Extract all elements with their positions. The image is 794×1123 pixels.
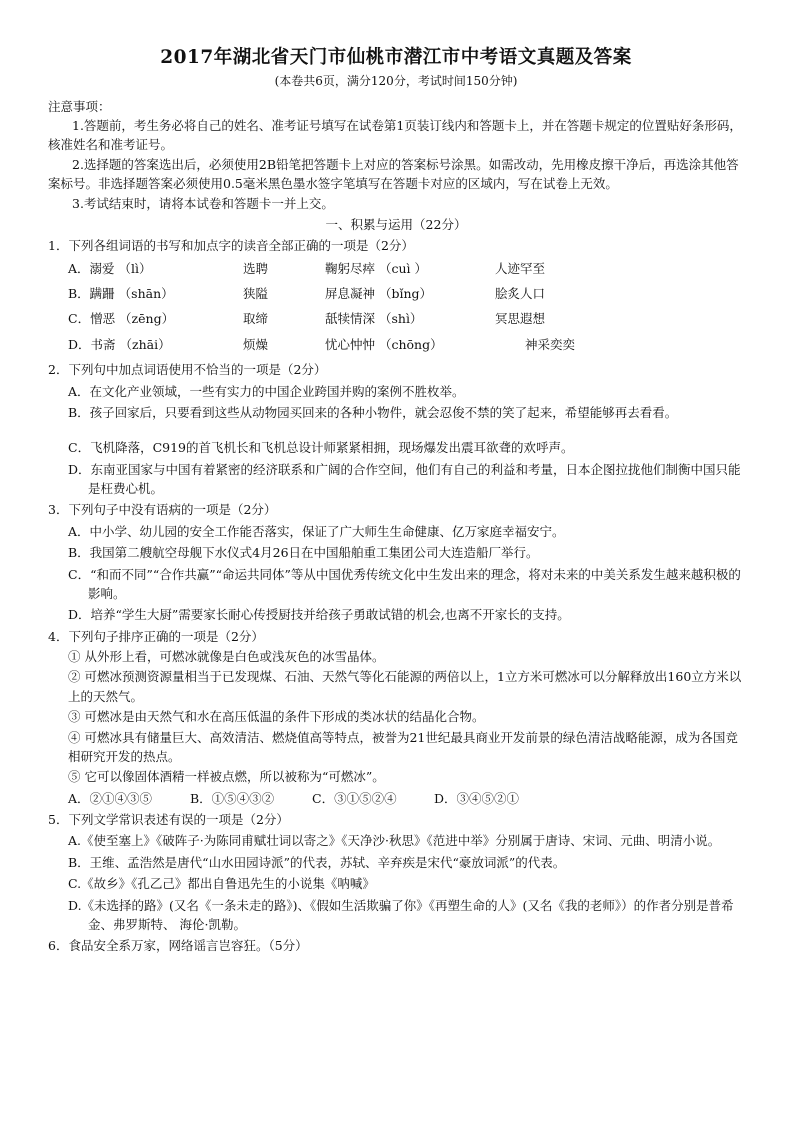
question-stem: 4．下列句子排序正确的一项是（2分） [48,628,264,644]
sentence-item: ⑤ 它可以像固体酒精一样被点燃，所以被称为“可燃冰”。 [68,769,385,785]
section-heading: 一、积累与运用（22分） [325,216,467,232]
option-b: B．我国第二艘航空母舰下水仪式4月26日在中国船舶重工集团公司大连造船厂举行。 [68,545,539,561]
option-cell: 脍炙人口 [495,286,546,302]
option-a: A．中小学、幼儿园的安全工作能否落实，保证了广大师生生命健康、亿万家庭幸福安宁。 [68,523,565,539]
option-row [68,335,744,354]
question-3 [48,500,744,624]
option-cell: 取缔 [243,311,269,327]
sentence-item: ④ 可燃冰具有储量巨大、高效清洁、燃烧值高等特点，被誉为21世纪最具商业开发前景的绿色清洁战略能源，成为各国竞相研究开发的热点。 [68,729,738,764]
option-cell: 狭隘 [243,286,269,302]
option-a: A．在文化产业领域，一些有实力的中国企业跨国并购的案例不胜枚举。 [68,383,465,399]
option-cell: 屏息凝神 （bǐng） [325,286,433,302]
notice-item: 2.选择题的答案选出后，必须使用2B铅笔把答题卡上对应的答案标号涂黑。如需改动，先用橡皮擦干净后，再选涂其他答案标号。非选择题答案必须使用0.5毫米黑色墨水签字笔填写在答题卡对应的区域内，写在试卷上无效。 [48,156,739,192]
option-d: D．东南亚国家与中国有着紧密的经济联系和广阔的合作空间，他们有自己的利益和考量，日本企图拉拢他们制衡中国只能是枉费心机。 [68,461,741,497]
question-4 [48,627,744,808]
option-cell: 鞠躬尽瘁 （cuì ） [325,260,427,276]
page-title: 2017年湖北省天门市仙桃市潜江市中考语文真题及答案 [160,47,632,68]
option-cell: 舐犊情深 （shì） [325,311,423,327]
choice-c: C．③①⑤②④ [312,790,397,806]
option-c: C．飞机降落，C919的首飞机长和飞机总设计师紧紧相拥，现场爆发出震耳欲聋的欢呼声。 [68,440,574,456]
option-c: C.《故乡》《孔乙己》都出自鲁迅先生的小说集《呐喊》 [68,876,375,892]
option-cell: C．憎恶 （zēng） [68,311,175,327]
option-cell: 烦燥 [243,336,269,352]
option-cell: A．溺爱 （lì） [68,260,152,276]
question-stem: 6．食品安全系万家，网络谣言岂容狂。（5分） [48,938,308,954]
question-stem: 3．下列句子中没有语病的一项是（2分） [48,502,277,518]
option-b: B．孩子回家后，只要看到这些从动物园买回来的各种小物件，就会忍俊不禁的笑了起来，希望能够再去看看。 [68,404,678,420]
option-cell: 人迹罕至 [495,260,546,276]
question-stem: 1．下列各组词语的书写和加点字的读音全部正确的一项是（2分） [48,238,414,254]
option-cell: D．书斋 （zhāi） [68,336,171,352]
option-cell: 选聘 [243,260,269,276]
option-d: D.《未选择的路》(又名《一条未走的路》)、《假如生活欺骗了你》《再塑生命的人》(又名《我的老师》）的作者分别是普希金、弗罗斯特、 海伦·凯勒。 [68,897,734,932]
order-choices [68,789,744,808]
choice-d: D．③④⑤②① [434,790,520,806]
notice-block [48,97,744,213]
notice-heading: 注意事项： [48,98,111,114]
option-row [68,309,744,328]
option-c: C．“和而不同”“合作共赢”“命运共同体”等从中国优秀传统文化中生发出来的理念，将对未来的中美关系发生越来越积极的影响。 [68,566,741,601]
notice-item: 1.答题前，考生务必将自己的姓名、准考证号填写在试卷第1页装订线内和答题卡上，并在答题卡规定的位置贴好条形码，核准姓名和准考证号。 [48,118,742,153]
question-2 [48,360,744,498]
option-row [68,284,744,303]
question-1 [48,236,744,354]
option-cell: 忧心忡忡 （chōng） [325,336,443,352]
option-row [68,259,744,278]
option-cell: 冥思遐想 [495,311,546,327]
option-b: B．王维、孟浩然是唐代“山水田园诗派”的代表，苏轼、辛弃疾是宋代“豪放词派”的代表。 [68,854,566,870]
sentence-item: ③ 可燃冰是由天然气和水在高压低温的条件下形成的类冰状的结晶化合物。 [68,709,485,725]
question-5 [48,810,744,934]
option-a: A.《使至塞上》《破阵子·为陈同甫赋壮词以寄之》《天净沙·秋思》《范进中举》分别属于唐诗、宋词、元曲、明清小说。 [68,833,721,849]
question-6 [48,936,744,955]
sentence-item: ② 可燃冰预测资源量相当于已发现煤、石油、天然气等化石能源的两倍以上，1立方米可燃冰可以分解释放出160立方米以上的天然气。 [68,669,742,704]
page-subtitle: (本卷共6页，满分120分，考试时间150分钟) [274,74,518,89]
option-d: D．培养“学生大厨”需要家长耐心传授厨技并给孩子勇敢试错的机会,也离不开家长的支持。 [68,607,570,623]
option-cell: B．蹒跚 （shān） [68,286,174,302]
choice-b: B．①⑤④③② [190,790,275,806]
sentence-item: ① 从外形上看，可燃冰就像是白色或浅灰色的冰雪晶体。 [68,649,385,665]
question-stem: 2．下列句中加点词语使用不恰当的一项是（2分） [48,362,327,378]
question-stem: 5．下列文学常识表述有误的一项是（2分） [48,812,289,828]
choice-a: A．②①④③⑤ [68,790,153,806]
option-cell: 神采奕奕 [525,336,576,352]
notice-item: 3.考试结束时，请将本试卷和答题卡一并上交。 [72,195,334,211]
